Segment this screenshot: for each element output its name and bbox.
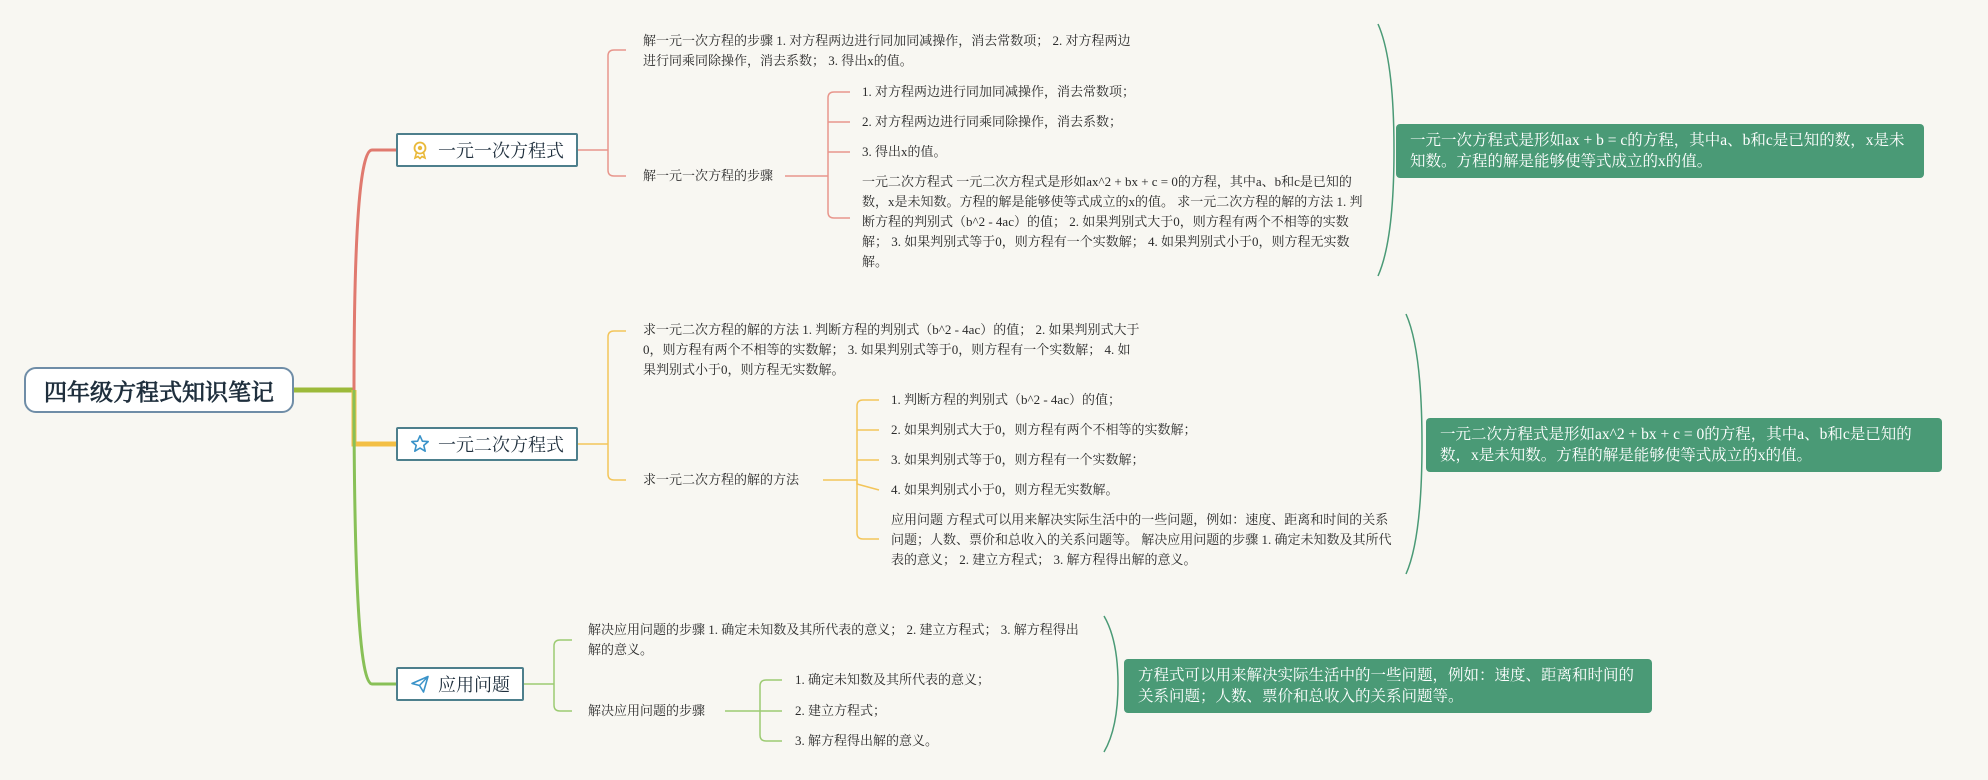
link-linear <box>354 150 396 390</box>
quadratic-step-3: 3. 如果判别式等于0，则方程有一个实数解； <box>891 452 1145 467</box>
application-step-2: 2. 建立方程式； <box>795 703 887 718</box>
link-application <box>354 390 396 684</box>
branch-application[interactable] <box>396 667 524 701</box>
summary-linear: 一元一次方程式是形如ax + b = c的方程，其中a、b和c是已知的数，x是未知数。方程的解是能够使等式成立的x的值。 <box>1396 124 1924 178</box>
summary-quadratic: 一元二次方程式是形如ax^2 + bx + c = 0的方程，其中a、b和c是已知的数，x是未知数。方程的解是能够使等式成立的x的值。 <box>1426 418 1942 472</box>
brace-application <box>1104 616 1118 752</box>
award-ribbon-icon <box>410 140 430 160</box>
linear-step-2: 2. 对方程两边进行同乘同除操作，消去系数； <box>862 114 1123 129</box>
application-detail: 解决应用问题的步骤 1. 确定未知数及其所代表的意义； 2. 建立方程式； 3. 解方程得出解的意义。 <box>588 622 1079 657</box>
brace-quadratic <box>1406 314 1422 574</box>
quadratic-detail: 求一元二次方程的解的方法 1. 判断方程的判别式（b^2 - 4ac）的值； 2. 如果判别式大于0，则方程有两个不相等的实数解； 3. 如果判别式等于0，则方程有一个实数解； 4. 如果判别式小于0，则方程无实数解。 <box>643 322 1140 377</box>
root-connectors <box>294 150 396 684</box>
summary-application: 方程式可以用来解决实际生活中的一些问题，例如：速度、距离和时间的关系问题；人数、票价和总收入的关系问题等。 <box>1124 659 1652 713</box>
quadratic-step-1: 1. 判断方程的判别式（b^2 - 4ac）的值； <box>891 392 1121 407</box>
brace-linear <box>1378 24 1394 276</box>
branch-quadratic-equation[interactable] <box>396 427 578 461</box>
linear-extra: 一元二次方程式 一元二次方程式是形如ax^2 + bx + c = 0的方程，其中a、b和c是已知的数，x是未知数。方程的解是能够使等式成立的x的值。 求一元二次方程的解的方法 1. 判断方程的判别式（b^2 - 4ac）的值； 2. 如果判别式大于0，则方程有两个不相等的实数解； 3. 如果判别式等于0，则方程有一个实数解； 4. 如果判别式小于0，则方程无实数解。 <box>862 174 1363 269</box>
linear-connectors <box>578 50 850 218</box>
linear-step-1: 1. 对方程两边进行同加同减操作，消去常数项； <box>862 84 1136 99</box>
quadratic-step-4: 4. 如果判别式小于0，则方程无实数解。 <box>891 482 1119 497</box>
branch-label: 一元一次方程式 <box>438 141 564 162</box>
star-icon <box>410 434 430 454</box>
application-step-3: 3. 解方程得出解的意义。 <box>795 733 939 748</box>
root-title: 四年级方程式知识笔记 <box>44 379 274 406</box>
summary-braces <box>1104 24 1422 752</box>
quadratic-sub-label: 求一元二次方程的解的方法 <box>643 472 800 487</box>
root-topic[interactable] <box>24 367 294 413</box>
application-sub-label: 解决应用问题的步骤 <box>588 703 706 718</box>
link-quadratic <box>354 390 396 444</box>
branch-label: 一元二次方程式 <box>438 435 564 456</box>
quadratic-extra: 应用问题 方程式可以用来解决实际生活中的一些问题，例如：速度、距离和时间的关系问题；人数、票价和总收入的关系问题等。 解决应用问题的步骤 1. 确定未知数及其所代表的意义； 2. 建立方程式； 3. 解方程得出解的意义。 <box>891 512 1392 567</box>
linear-step-3: 3. 得出x的值。 <box>862 144 947 159</box>
application-step-1: 1. 确定未知数及其所代表的意义； <box>795 672 991 687</box>
branch-label: 应用问题 <box>438 675 510 696</box>
branch-linear-equation[interactable] <box>396 133 578 167</box>
linear-detail: 解一元一次方程的步骤 1. 对方程两边进行同加同减操作，消去常数项； 2. 对方程两边进行同乘同除操作，消去系数； 3. 得出x的值。 <box>643 33 1131 68</box>
quadratic-step-2: 2. 如果判别式大于0，则方程有两个不相等的实数解； <box>891 422 1197 437</box>
paper-plane-icon <box>410 674 430 694</box>
linear-sub-label: 解一元一次方程的步骤 <box>643 168 774 183</box>
